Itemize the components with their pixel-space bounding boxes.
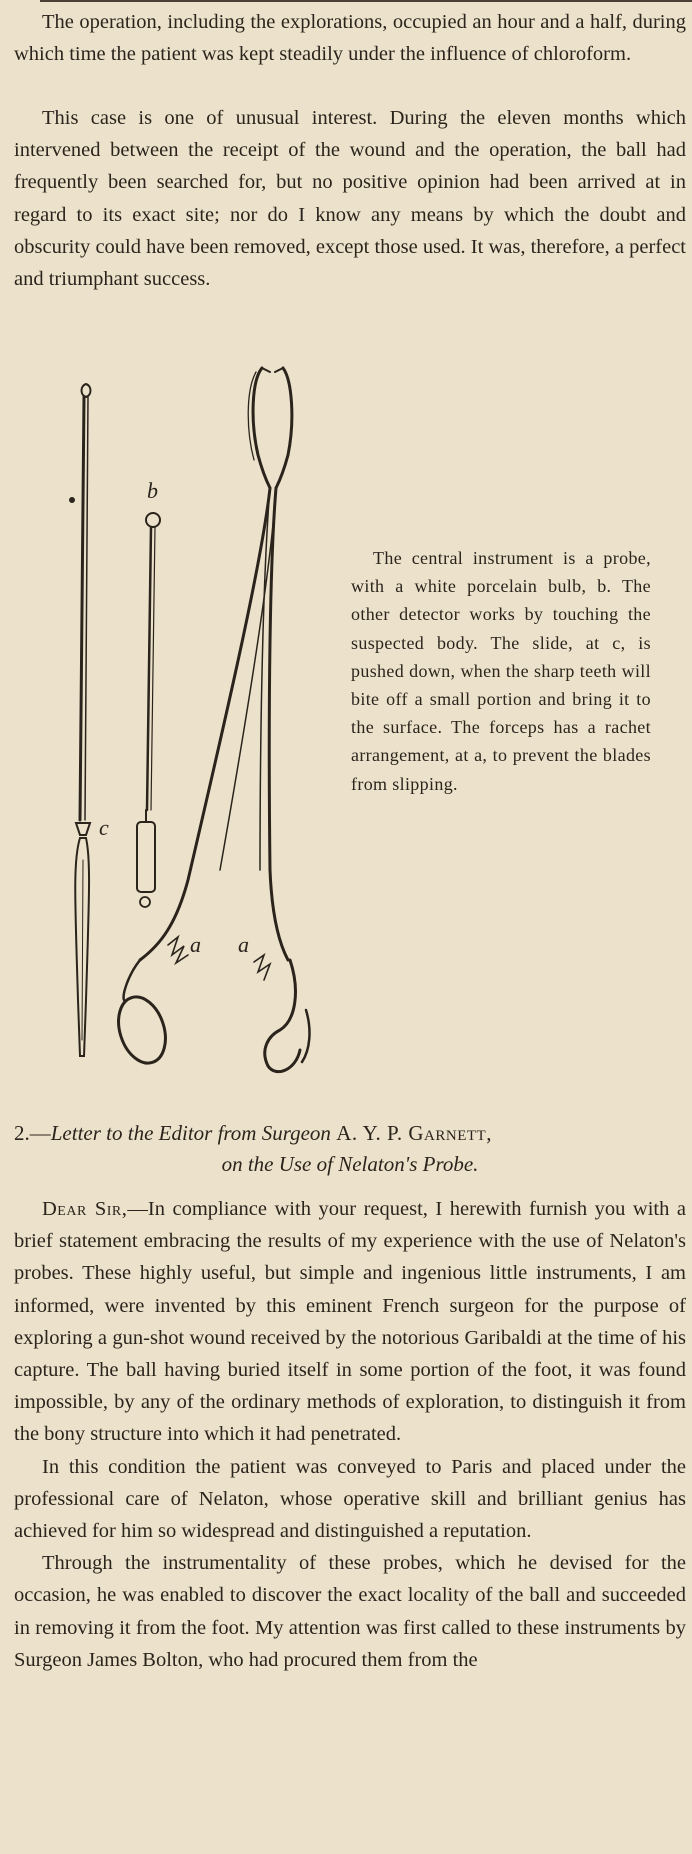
- paragraph-text: This case is one of unusual interest. During the eleven months which intervened between the receipt of the wound and the operation, the ball had frequently been searched for, but no positive opinion had been arrived at in regard to its exact site; nor do I know any means by which the doubt and obscurity could have been removed, except those used. It was, therefore, a perfect and triumphant success.: [14, 107, 686, 291]
- figure-label-b: b: [147, 478, 158, 503]
- letter-body: [14, 1193, 686, 1676]
- heading-title-part-1: Letter to the Editor from Surgeon: [50, 1121, 331, 1145]
- forceps-instrument: [111, 368, 310, 1072]
- letter-salutation: Dear Sir,: [42, 1198, 128, 1220]
- figure-label-a-left: a: [190, 932, 201, 957]
- letter-paragraph-2: In this condition the patient was conveyed to Paris and placed under the professional care of Nelaton, whose operative skill and brilliant genius has achieved for him so widespread and distinguished a reputation.: [14, 1455, 686, 1543]
- letter-paragraph-3: Through the instrumentality of these probes, which he devised for the occasion, he was enabled to discover the exact locality of the ball and succeeded in removing it from the foot. My attention was first called to these instruments by Surgeon James Bolton, who had procured them from the: [14, 1552, 686, 1671]
- ink-spot: [69, 497, 75, 503]
- heading-line-1: [14, 1118, 686, 1149]
- top-rule: [40, 0, 692, 2]
- figure-caption: [351, 544, 651, 798]
- paragraph-text: The operation, including the explorations, occupied an hour and a half, during which time the patient was kept steadily under the influence of chloroform.: [14, 11, 686, 66]
- heading-title-part-2: on the Use of Nelaton's Probe.: [221, 1152, 479, 1176]
- detector-instrument: [75, 384, 90, 1056]
- heading-author: A. Y. P. Garnett,: [336, 1121, 492, 1145]
- section-heading: [14, 1118, 686, 1180]
- letter-paragraph-1: [14, 1193, 686, 1451]
- figure-label-a-right: a: [238, 932, 249, 957]
- article-paragraph-1: [14, 6, 686, 70]
- figure-label-c: c: [99, 815, 109, 840]
- section-number: 2.—: [14, 1121, 51, 1145]
- caption-text: The central instrument is a probe, with a white porcelain bulb, b. The other detector works by touching the suspected body. The slide, at c, is pushed down, when the sharp teeth will bite off a small portion and bring it to the surface. The forceps has a rachet arrangement, at a, to prevent the blades from slipping.: [351, 548, 651, 794]
- letter-paragraph-1-text: —In compliance with your request, I herewith furnish you with a brief statement embracing the results of my experience with the use of Nelaton's probes. These highly useful, but simple and ingenious little instruments, I am informed, were invented by this eminent French surgeon for the purpose of exploring a gun-shot wound received by the notorious Garibaldi at the time of his capture. The ball having buried itself in some portion of the foot, it was found impossible, by any of the ordinary methods of exploration, to distinguish it from the bony structure into which it had penetrated.: [14, 1198, 686, 1446]
- article-paragraph-2: [14, 102, 686, 295]
- probe-instrument: [137, 513, 160, 907]
